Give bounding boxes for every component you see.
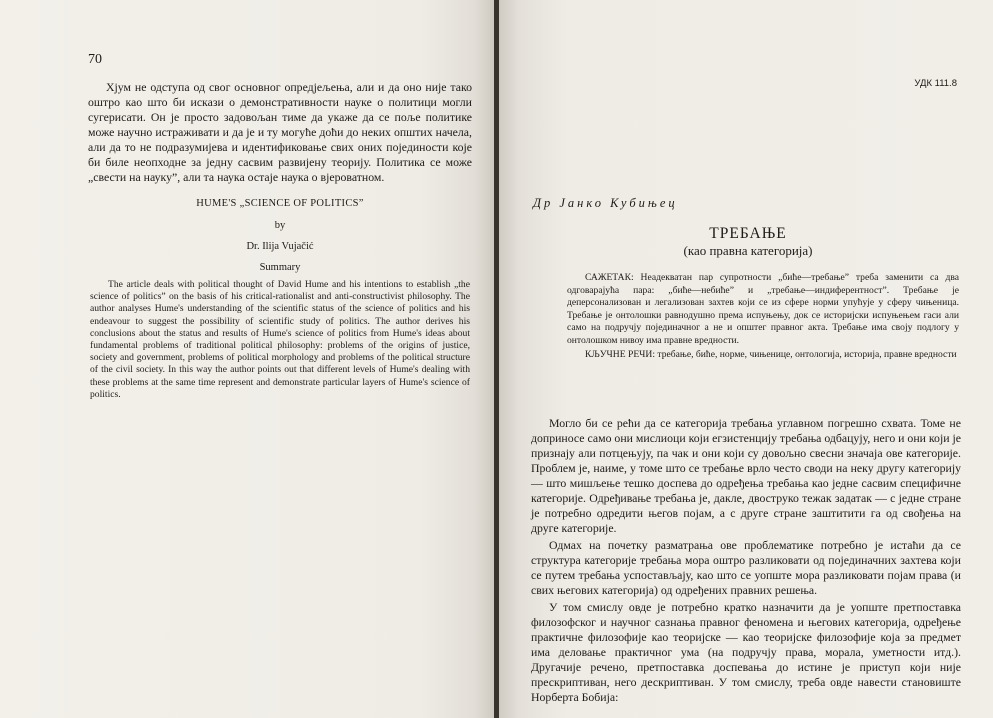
intro-paragraph: Хјум не одступа од свог основног опредјељења, али и да оно није тако оштро као што би искази о демонстративности науке о политици могли сугерисати. Он је просто задовољан тиме да укаже да се поље политике може научно истраживати и да је и ту могуће доћи до неких општих начела, али да то не подразумијева и идентификовање свих оних појединости које би биле неопходне за једну сасвим развијену теорију. Политика се може „свести на науку”, али та наука остаје наука о вјероватном.	[88, 80, 472, 184]
summary-text: The article deals with political thought of David Hume and his intentions to establish „the science of politics” on the basis of his critical-rationalist and anti-constructivist philosophy. The author analyses Hume's understanding of the scientific status of the science of politics and his endeavour to suggest the possibility of scientific study of politics. The author derives his conclusions about the status and results of Hume's science of politics from Hume's ideas about fundamental problems of traditional political philosophy: problems of the origins of justice, society and government, problems of political morphology and problems of the political structure of the civil society. In this way the author points out that different levels of Hume's dealing with these problems at the same time represent and demonstrate particular layers of Hume's science of politics.	[90, 279, 470, 400]
body-paragraph: Одмах на почетку разматрања ове проблематике потребно је истаћи да се структура категорије требања мора оштро разликовати од појединачних захтева који се путем требања успостављају, као што се уопште мора разликовати појам права (и свих његових категорија) од одређених правних решења.	[531, 538, 961, 597]
abstract-block	[567, 272, 959, 361]
article-author: Др Јанко Кубињец	[533, 196, 678, 210]
summary-heading: Summary	[259, 262, 301, 273]
summary-title: HUME'S „SCIENCE OF POLITICS”	[196, 198, 364, 209]
summary-by: by	[274, 220, 286, 231]
article-title: ТРЕБАЊЕ	[709, 225, 787, 242]
right-page	[499, 0, 993, 718]
body-paragraph: Могло би се рећи да се категорија требања углавном погрешно схвата. Томе не доприносе само они мислиоци који егзистенцију требања одбацују, него и они који је признају али потцењују, па чак и они који су довољно свесни значаја ове категорије. Проблем је, наиме, у томе што се требање врло често своди на неку другу категорију — што мишљење тешко доспева до одређења требања као једне сасвим специфичне категорије. Одређивање требања је, дакле, двоструко тежак задатак — с једне стране је потребно одредити његов појам, а с друге стране заштитити га од свођења на друге категорије.	[531, 416, 961, 535]
article-body	[531, 416, 961, 705]
abstract-text: САЖЕТАК: Неадекватан пар супротности „биће—требање” треба заменити са два одговарајућа пара: „биће—небиће” и „требање—индиферентност”. Требање је деперсонализован и легализован захтев који се из сфере норми упућује у сферу чињеница. Требање је онтолошки равнодушно према испуњењу, док се историјски испуњењем гаси али само на подручју појединачног а не и општег правног акта. Требање има своју подлогу у онтолошком нивоу има правне вредности.	[567, 272, 959, 346]
udk-code: УДК 111.8	[914, 78, 957, 89]
body-paragraph: У том смислу овде је потребно кратко назначити да је уопште претпоставка филозофског и научног сазнања правног феномена и његових категорија, одређење практичне филозофије као теоријске — као теоријске филозофије која за предмет има деловање практичног ума (на подручју права, морала, уметности итд.). Другачије речено, претпоставка доспевања до истине је приступ који није прескриптиван, него дескриптиван. У том смислу, треба овде навести становиште Норберта Бобија:	[531, 600, 961, 704]
keywords-text: КЉУЧНЕ РЕЧИ: требање, биће, норме, чињенице, онтологија, историја, правне вредности	[585, 348, 957, 360]
summary-author: Dr. Ilija Vujačić	[246, 241, 314, 252]
page-number: 70	[88, 52, 102, 67]
left-page	[0, 0, 494, 718]
article-subtitle: (као правна категорија)	[683, 243, 813, 258]
